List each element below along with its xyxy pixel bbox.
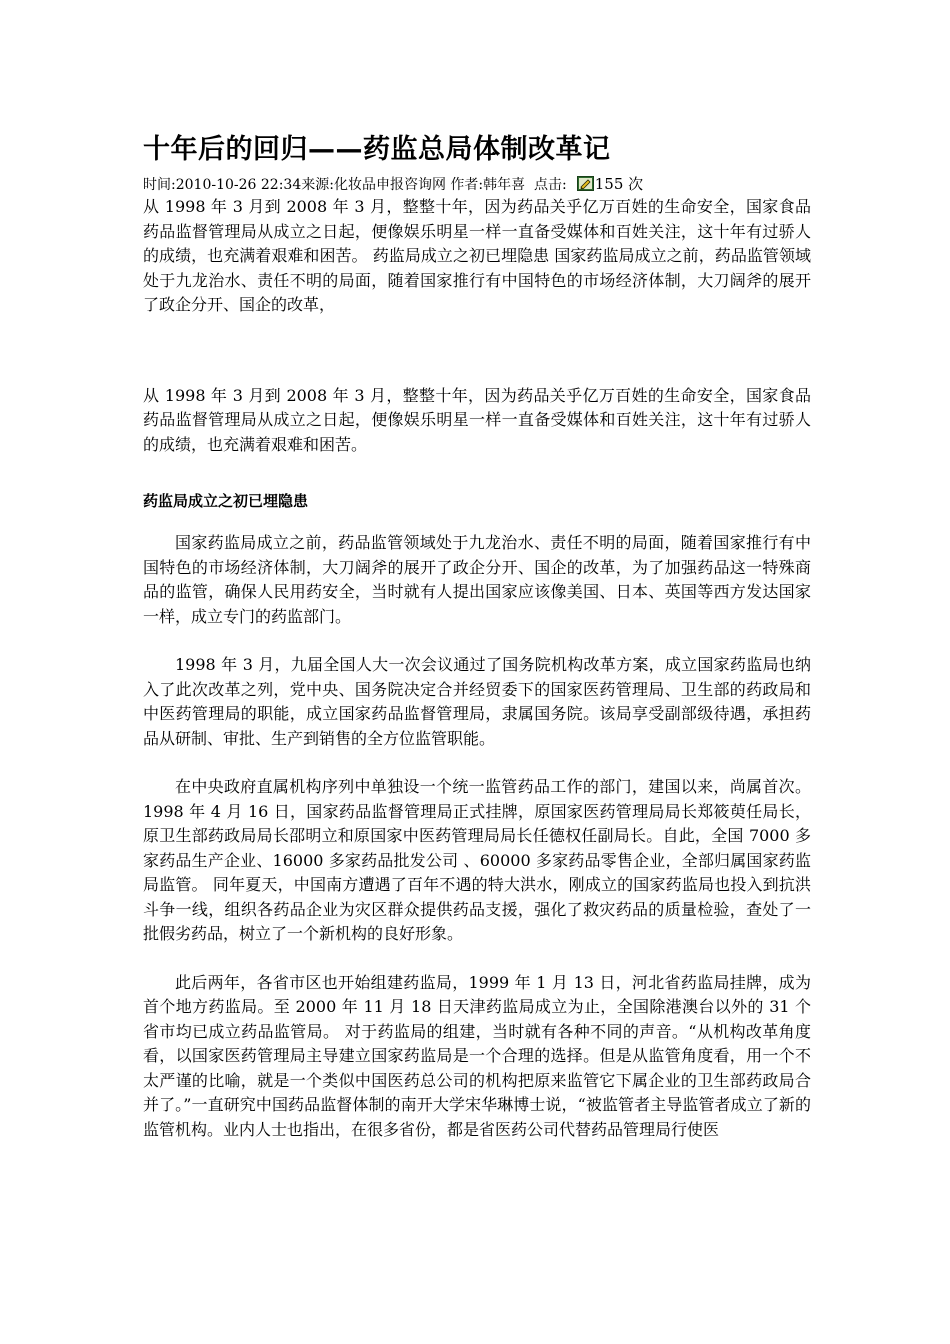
meta-source: 来源:化妆品申报咨询网	[301, 177, 446, 193]
page-title: 十年后的回归——药监总局体制改革记	[143, 134, 611, 165]
article-meta	[143, 174, 811, 195]
meta-author: 作者:韩年喜	[450, 177, 526, 193]
paragraph-gap	[143, 751, 811, 775]
article-paragraph: 在中央政府直属机构序列中单独设一个统一监管药品工作的部门，建国以来，尚属首次。 1998 年 4 月 16 日，国家药品监督管理局正式挂牌，原国家医药管理局局长郑筱萸任局长，原卫生部药政局局长邵明立和原国家中医药管理局局长任德权任副局长。自此，全国 7000 多家药品生产企业、16000 多家药品批发公司 、60000 多家药品零售企业，全部归属国家药监局监管。 同年夏天，中国南方遭遇了百年不遇的特大洪水，刚成立的国家药监局也投入到抗洪斗争一线，组织各药品企业为灾区群众提供药品支援，强化了救灾药品的质量检验，查处了一批假劣药品，树立了一个新机构的良好形象。	[143, 777, 811, 943]
article-lead: 从 1998 年 3 月到 2008 年 3 月，整整十年，因为药品关乎亿万百姓的生命安全，国家食品药品监督管理局从成立之日起，便像娱乐明星一样一直备受媒体和百姓关注，这十年有过骄人的成绩，也充满着艰难和困苦。	[143, 385, 811, 454]
article-paragraph: 此后两年，各省市区也开始组建药监局，1999 年 1 月 13 日，河北省药监局挂牌，成为首个地方药监局。至 2000 年 11 月 18 日天津药监局成立为止，全国除港澳台以外的 31 个省市均已成立药品监管局。 对于药监局的组建，当时就有各种不同的声音。“从机构改革角度看，以国家医药管理局主导建立国家药监局是一个合理的选择。但是从监管角度看，用一个不太严谨的比喻，就是一个类似中国医药总公司的机构把原来监管它下属企业的卫生部药政局合并了。”一直研究中国药品监督体制的南开大学宋华琳博士说，“被监管者主导监管者成立了新的监管机构。业内人士也指出，在很多省份，都是省医药公司代替药品管理局行使医	[143, 972, 811, 1139]
meta-clicks-label: 点击:	[534, 177, 567, 193]
article-paragraph: 国家药监局成立之前，药品监管领域处于九龙治水、责任不明的局面，随着国家推行有中国特色的市场经济体制，大刀阔斧的展开了政企分开、国企的改革，为了加强药品这一特殊商品的监管，确保人民用药安全，当时就有人提出国家应该像美国、日本、英国等西方发达国家一样，成立专门的药监部门。	[143, 533, 811, 626]
paragraph-gap	[143, 947, 811, 971]
article-paragraph: 1998 年 3 月，九届全国人大一次会议通过了国务院机构改革方案，成立国家药监局也纳入了此次改革之列，党中央、国务院决定合并经贸委下的国家医药管理局、卫生部的药政局和中医药管理局的职能，成立国家药品监督管理局，隶属国务院。该局享受副部级待遇，承担药品从研制、审批、生产到销售的全方位监管职能。	[143, 655, 811, 748]
article	[143, 130, 811, 1142]
pencil-image-icon	[577, 176, 594, 191]
section-heading: 药监局成立之初已埋隐患	[143, 492, 309, 510]
paragraph-gap	[143, 629, 811, 653]
meta-time: 时间:2010-10-26 22:34	[143, 177, 302, 193]
meta-clicks-count: 155 次	[594, 175, 644, 193]
article-summary: 从 1998 年 3 月到 2008 年 3 月，整整十年，因为药品关乎亿万百姓的生命安全，国家食品药品监督管理局从成立之日起，便像娱乐明星一样一直备受媒体和百姓关注，这十年有过骄人的成绩，也充满着艰难和困苦。 药监局成立之初已埋隐患 国家药监局成立之前，药品监管领域处于九龙治水、责任不明的局面，随着国家推行有中国特色的市场经济体制，大刀阔斧的展开了政企分开、国企的改革，	[143, 197, 811, 314]
divider-space	[143, 318, 811, 384]
